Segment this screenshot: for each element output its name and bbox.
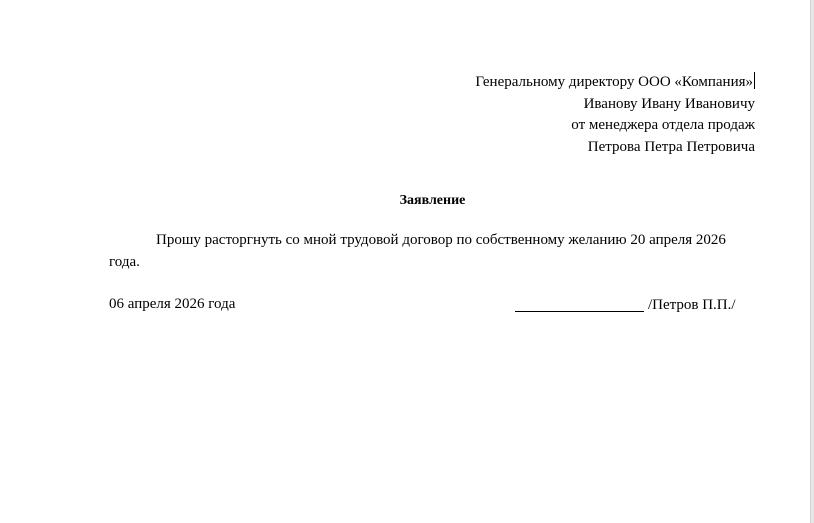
addressee-line-4: Петрова Петра Петровича (587, 138, 755, 155)
document-date: 06 апреля 2026 года (109, 296, 236, 312)
addressee-line-3: от менеджера отдела продаж (571, 117, 755, 133)
page-edge-scrollbar[interactable] (810, 0, 814, 523)
signature-line (515, 296, 644, 312)
addressee-line-1: Генеральному директору ООО «Компания» (475, 74, 753, 90)
addressee-block (475, 72, 755, 158)
text-cursor (754, 72, 755, 89)
document-body: Прошу расторгнуть со мной трудовой договор по собственному желанию 20 апреля 2026 года. (109, 232, 726, 270)
addressee-line-2: Иванову Ивану Ивановичу (583, 95, 755, 112)
signature-name: /Петров П.П./ (648, 297, 736, 313)
document-title: Заявление (399, 193, 466, 208)
signature-block (515, 296, 736, 314)
